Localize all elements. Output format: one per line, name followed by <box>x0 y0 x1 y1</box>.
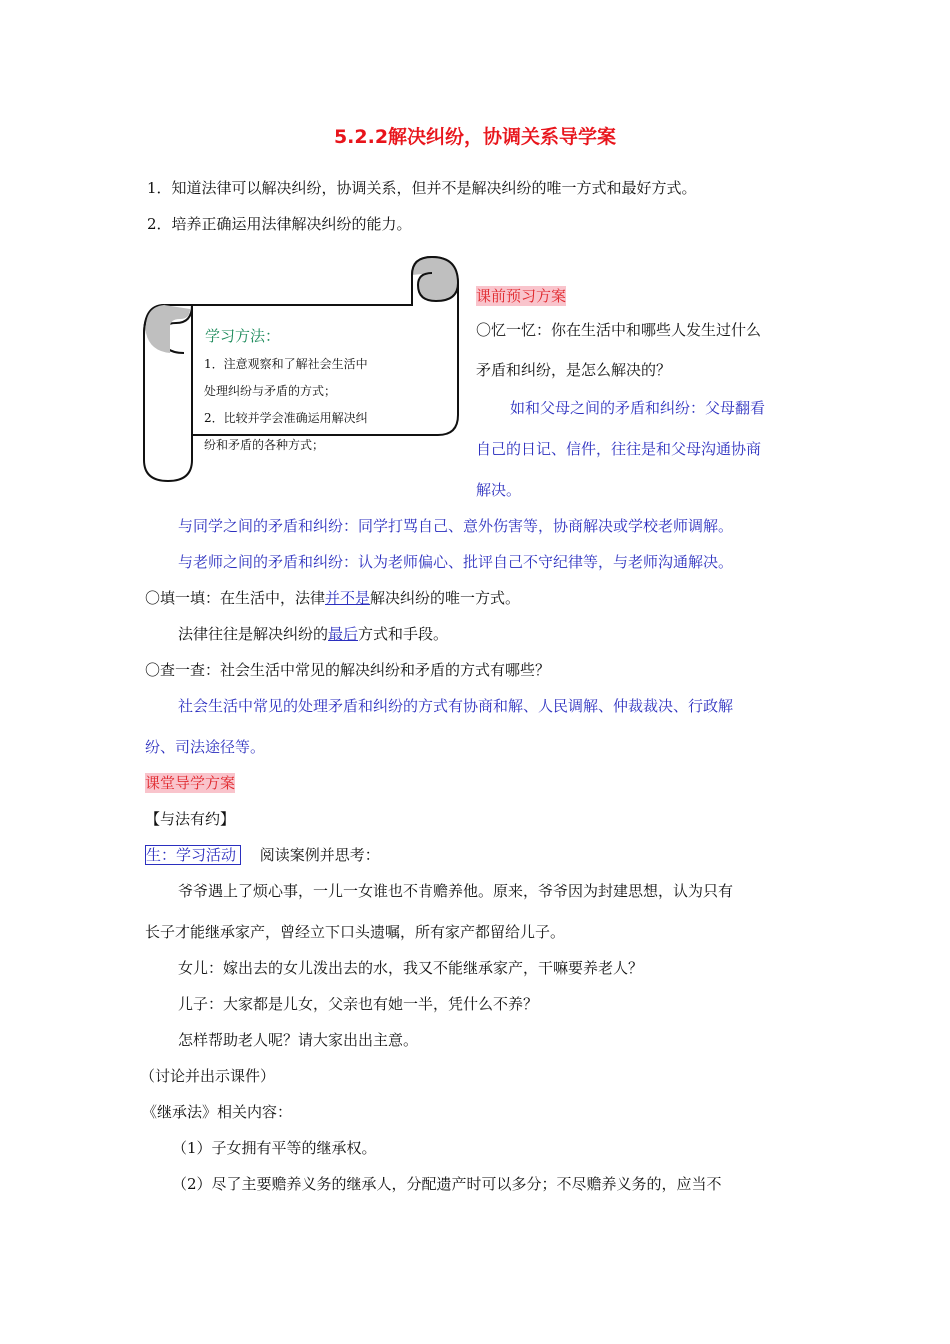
recall-line-1: 〇忆一忆：你在生活中和哪些人发生过什么 <box>476 321 762 339</box>
story-line-1: 爷爷遇上了烦心事，一儿一女谁也不肯赡养他。原来，爷爷因为封建思想，认为只有 <box>178 882 734 900</box>
answer-line-2: 纷、司法途径等。 <box>145 738 266 756</box>
activity-box: 生：学习活动 <box>145 845 241 865</box>
recall-line-2: 矛盾和纠纷，是怎么解决的？ <box>476 361 672 379</box>
fill-2-post: 方式和手段。 <box>358 625 449 643</box>
page-title: 5.2.2解决纠纷，协调关系导学案 <box>333 126 617 148</box>
check-question: 〇查一查：社会生活中常见的解决纠纷和矛盾的方式有哪些？ <box>145 661 551 679</box>
classmates-text: 与同学之间的矛盾和纠纷：同学打骂自己、意外伤害等，协商解决或学校老师调解。 <box>178 517 734 535</box>
teachers-text: 与老师之间的矛盾和纠纷：认为老师偏心、批评自己不守纪律等，与老师沟通解决。 <box>178 553 734 571</box>
law-item-2: （2）尽了主要赡养义务的继承人，分配遗产时可以多分；不尽赡养义务的，应当不 <box>172 1175 722 1193</box>
son-line: 儿子：大家都是儿女，父亲也有她一半，凭什么不养？ <box>178 995 539 1013</box>
goal-2: 2．培养正确运用法律解决纠纷的能力。 <box>147 215 412 233</box>
class-label: 课堂导学方案 <box>145 774 236 792</box>
law-item-1: （1）子女拥有平等的继承权。 <box>172 1139 377 1157</box>
fill-2-pre: 法律往往是解决纠纷的 <box>178 625 329 643</box>
scroll-heading: 学习方法： <box>205 327 281 345</box>
parent-line-3: 解决。 <box>476 481 522 499</box>
story-line-2: 长子才能继承家产，曾经立下口头遗嘱，所有家产都留给儿子。 <box>145 923 566 941</box>
preview-label: 课前预习方案 <box>476 287 567 305</box>
scroll-line-3: 2．比较并学会准确运用解决纠 <box>204 411 368 425</box>
fill-1-post: 解决纠纷的唯一方式。 <box>370 589 521 607</box>
scroll-line-2: 处理纠纷与矛盾的方式； <box>204 384 337 398</box>
section-heading: 【与法有约】 <box>145 810 236 828</box>
scroll-line-1: 1．注意观察和了解社会生活中 <box>204 357 368 371</box>
parent-line-2: 自己的日记、信件，往往是和父母沟通协商 <box>476 440 762 458</box>
law-line: 《继承法》相关内容： <box>142 1103 293 1121</box>
fill-2 <box>178 624 448 644</box>
activity-row <box>145 845 380 865</box>
scroll-line-4: 纷和矛盾的各种方式； <box>204 438 325 452</box>
daughter-line: 女儿：嫁出去的女儿泼出去的水，我又不能继承家产，干嘛要养老人？ <box>178 959 644 977</box>
discuss-line: （讨论并出示课件） <box>140 1067 276 1085</box>
answer-line-1: 社会生活中常见的处理矛盾和纠纷的方式有协商和解、人民调解、仲裁裁决、行政解 <box>178 697 734 715</box>
fill-2-blank: 最后 <box>328 625 359 643</box>
parent-line-1: 如和父母之间的矛盾和纠纷：父母翻看 <box>510 399 766 417</box>
fill-1-blank: 并不是 <box>325 589 371 607</box>
fill-1-pre: 〇填一填：在生活中，法律 <box>145 589 326 607</box>
goal-1: 1．知道法律可以解决纠纷，协调关系，但并不是解决纠纷的唯一方式和最好方式。 <box>147 179 697 197</box>
fill-1 <box>145 588 520 608</box>
question-line: 怎样帮助老人呢？请大家出出主意。 <box>178 1031 419 1049</box>
activity-text: 阅读案例并思考： <box>259 846 380 864</box>
